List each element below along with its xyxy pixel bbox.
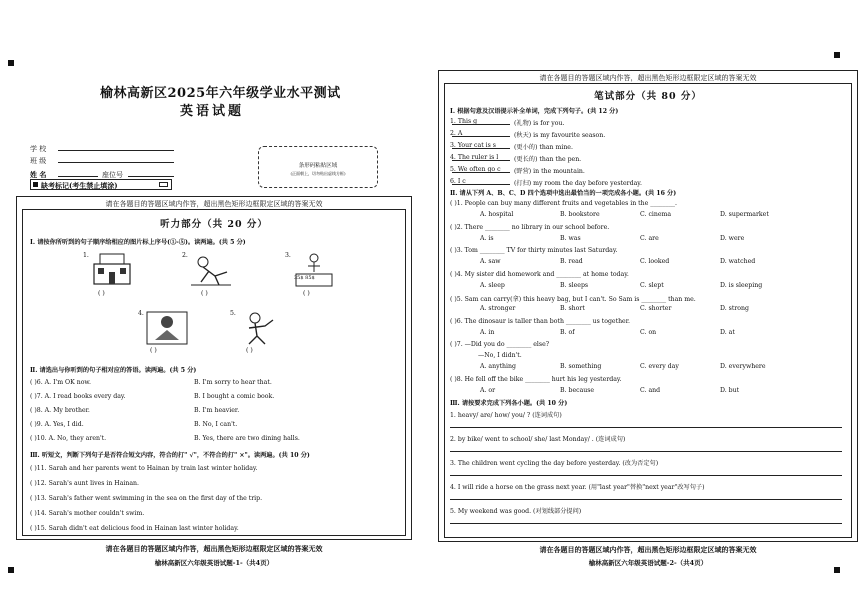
- mc-option[interactable]: A. is: [480, 234, 494, 242]
- answer-bracket[interactable]: ( ): [201, 290, 208, 297]
- mc-option[interactable]: D. at: [720, 328, 735, 336]
- rewrite-question-1: 1. heavy/ are/ how/ you/ ? (连词成句): [450, 412, 562, 419]
- answer-line[interactable]: [450, 451, 842, 452]
- fill-answer-blank[interactable]: [452, 166, 510, 173]
- question-7-option-b: B. I bought a comic book.: [194, 393, 275, 400]
- mc-option[interactable]: C. are: [640, 234, 659, 242]
- answer-banner-top: 请在各题目的答题区域内作答，超出黑色矩形边框限定区域的答案无效: [539, 74, 757, 82]
- corner-mark: [8, 567, 14, 573]
- mc-option[interactable]: B. short: [560, 305, 585, 312]
- mc-option[interactable]: A. anything: [480, 363, 516, 370]
- mc-option[interactable]: A. sleep: [480, 281, 505, 289]
- name-label: 姓 名: [30, 170, 47, 179]
- mc-option[interactable]: B. something: [560, 363, 602, 370]
- seat-field[interactable]: [128, 169, 174, 177]
- barcode-title: 条形码粘贴区域: [298, 163, 338, 169]
- mc-option[interactable]: C. and: [640, 386, 661, 394]
- mc-option[interactable]: C. cinema: [640, 211, 672, 218]
- mc-question-1: ( )1. People can buy many different fruits and vegetables in the ________.: [450, 200, 677, 207]
- mc-question-5: ( )5. Sam can carry(拿) this heavy bag, but I can't. So Sam is ________ than me.: [450, 296, 696, 303]
- answer-bracket[interactable]: ( ): [303, 290, 310, 297]
- scale-price-label: 35$ 85$: [294, 275, 315, 281]
- girl-reading-picture: [145, 310, 189, 346]
- question-9: ( )9. A. Yes, I did.: [30, 421, 84, 428]
- mc-option[interactable]: B. sleeps: [560, 281, 589, 289]
- mc-option[interactable]: A. hospital: [480, 211, 514, 218]
- mc-option[interactable]: C. every day: [640, 363, 679, 370]
- answer-bracket[interactable]: ( ): [98, 290, 105, 297]
- absent-checkbox[interactable]: [159, 182, 168, 187]
- exam-subtitle: 英语试题: [180, 104, 245, 119]
- pic-number: 1.: [83, 252, 89, 259]
- fill-answer-blank[interactable]: [452, 178, 510, 185]
- absent-mark-label: 缺考标记(考生禁止填涂): [41, 181, 118, 190]
- fill-question-hint: (更长的) than the pen.: [514, 156, 582, 163]
- question-8: ( )8. A. My brother.: [30, 407, 90, 414]
- fill-question-hint: (野营) in the mountain.: [514, 168, 585, 175]
- mc-option[interactable]: B. bookstore: [560, 211, 600, 218]
- answer-line[interactable]: [450, 427, 842, 428]
- fill-answer-blank[interactable]: [452, 142, 510, 149]
- question-10-option-b: B. Yes, there are two dining halls.: [194, 435, 300, 442]
- answer-banner-bottom: 请在各题目的答题区域内作答，超出黑色矩形边框限定区域的答案无效: [539, 545, 757, 554]
- mc-option[interactable]: C. on: [640, 328, 657, 336]
- rewrite-question-3: 3. The children went cycling the day before yesterday. (改为否定句): [450, 460, 659, 467]
- corner-mark: [834, 52, 840, 58]
- mc-option[interactable]: D. supermarket: [720, 211, 769, 218]
- pic-number: 4.: [138, 310, 144, 317]
- fill-question-hint: (礼物) is for you.: [514, 120, 565, 127]
- mc-option[interactable]: C. looked: [640, 258, 670, 265]
- answer-line[interactable]: [450, 499, 842, 500]
- rewrite-question-4: 4. I will ride a horse on the grass next year. (用"last year"替换"next year"改写句子): [450, 484, 705, 491]
- mc-option[interactable]: D. everywhere: [720, 363, 766, 370]
- mc-option[interactable]: A. in: [480, 328, 495, 336]
- mc-question-8: ( )8. He fell off the bike ________ hurt his leg yesterday.: [450, 375, 622, 383]
- fill-question-4: 4. The ruler is l: [450, 154, 499, 161]
- page-footer: 榆林高新区六年级英语试题-1-（共4页）: [154, 559, 274, 567]
- class-field[interactable]: [58, 155, 174, 163]
- exam-title: 榆林高新区2025年六年级学业水平测试: [100, 86, 341, 101]
- question-6: ( )6. A. I'm OK now.: [30, 379, 91, 386]
- answer-line[interactable]: [450, 523, 842, 524]
- absent-mark-box: [30, 179, 172, 190]
- mc-option[interactable]: B. read: [560, 258, 583, 265]
- pic-number: 5.: [230, 310, 236, 317]
- fill-question-5: 5. We often go c: [450, 166, 501, 173]
- question-12: ( )12. Sarah's aunt lives in Hainan.: [30, 480, 139, 487]
- mc-option[interactable]: B. of: [560, 328, 575, 336]
- mc-option[interactable]: C. slept: [640, 281, 664, 289]
- mc-option[interactable]: D. is sleeping: [720, 281, 763, 289]
- corner-mark: [834, 567, 840, 573]
- rewrite-question-5: 5. My weekend was good. (对划线部分提问): [450, 508, 582, 515]
- fill-question-hint: (打扫) my room the day before yesterday.: [514, 180, 642, 187]
- falling-boy-picture: [189, 252, 233, 288]
- scale-picture: [292, 252, 336, 288]
- mc-option[interactable]: B. because: [560, 386, 595, 394]
- pic-number: 2.: [182, 252, 188, 259]
- exam-page-2: [430, 0, 860, 609]
- mc-question-reply: —No, I didn't.: [478, 352, 522, 359]
- name-field[interactable]: [58, 169, 98, 177]
- answer-bracket[interactable]: ( ): [150, 347, 157, 354]
- question-14: ( )14. Sarah's mother couldn't swim.: [30, 510, 145, 517]
- fill-question-hint: (秋天) is my favourite season.: [514, 132, 606, 139]
- mc-option[interactable]: C. shorter: [640, 305, 672, 312]
- listening-part3-instruction: Ⅲ. 听短文，判断下列句子是否符合短文内容，符合的打" √"，不符合的打" ×"。读两遍。(共 10 分): [30, 452, 310, 459]
- rewrite-question-2: 2. by bike/ went to school/ she/ last Monday/ . (连词成句): [450, 436, 626, 443]
- sick-boy-picture: [237, 310, 281, 346]
- corner-mark: [8, 60, 14, 66]
- absent-mark-icon: [33, 182, 38, 187]
- mc-option[interactable]: A. stronger: [480, 305, 516, 312]
- written-part2-instruction: Ⅱ. 请从下列 A、B、C、D 四个选项中选出最恰当的一项完成各小题。(共 16 分): [450, 190, 677, 197]
- school-building-picture: [90, 252, 134, 288]
- fill-question-2: 2. A: [450, 130, 463, 137]
- answer-banner-bottom: 请在各题目的答题区域内作答，超出黑色矩形边框限定区域的答案无效: [105, 544, 323, 553]
- fill-question-3: 3. Your cat is s: [450, 142, 496, 149]
- class-label: 班 级: [30, 157, 47, 165]
- mc-question-2: ( )2. There ________ no library in our school before.: [450, 223, 610, 231]
- question-9-option-b: B. No, I can't.: [194, 421, 238, 428]
- barcode-area: [258, 146, 378, 188]
- fill-question-6: 6. I c: [450, 178, 466, 185]
- mc-question-3: ( )3. Tom ________ TV for thirty minutes last Saturday.: [450, 247, 618, 254]
- question-7: ( )7. A. I read books every day.: [30, 393, 126, 400]
- fill-answer-blank[interactable]: [452, 130, 510, 137]
- fill-question-1: 1. This g: [450, 118, 478, 125]
- question-13: ( )13. Sarah's father went swimming in the sea on the first day of the trip.: [30, 495, 263, 502]
- question-11: ( )11. Sarah and her parents went to Hainan by train last winter holiday.: [30, 465, 258, 472]
- seat-label: 座位号: [102, 171, 123, 179]
- mc-question-6: ( )6. The dinosaur is taller than both ________ us together.: [450, 317, 630, 325]
- mc-question-4: ( )4. My sister did homework and ________ at home today.: [450, 270, 629, 278]
- mc-option[interactable]: A. or: [480, 386, 496, 394]
- mc-option[interactable]: D. were: [720, 234, 745, 242]
- answer-banner-top: 请在各题目的答题区域内作答，超出黑色矩形边框限定区域的答案无效: [105, 200, 323, 208]
- school-label: 学 校: [30, 145, 47, 153]
- school-field[interactable]: [58, 143, 174, 151]
- pic-number: 3.: [285, 252, 291, 259]
- listening-title: 听力部分（共 20 分）: [160, 219, 268, 230]
- mc-option[interactable]: D. strong: [720, 305, 749, 312]
- mc-option[interactable]: D. but: [720, 386, 740, 394]
- answer-line[interactable]: [450, 475, 842, 476]
- question-6-option-b: B. I'm sorry to hear that.: [194, 379, 272, 386]
- mc-option[interactable]: D. watched: [720, 258, 756, 265]
- page-footer: 榆林高新区六年级英语试题-2-（共4页）: [588, 559, 708, 567]
- question-15: ( )15. Sarah didn't eat delicious food in Hainan last winter holiday.: [30, 525, 239, 532]
- question-8-option-b: B. I'm heavier.: [194, 407, 240, 414]
- listening-part2-instruction: Ⅱ. 请选出与你听到的句子相对应的答语。读两遍。(共 5 分): [30, 367, 197, 374]
- written-title: 笔试部分（共 80 分）: [594, 91, 702, 102]
- question-10: ( )10. A. No, they aren't.: [30, 435, 107, 442]
- mc-option[interactable]: B. was: [560, 234, 581, 242]
- answer-bracket[interactable]: ( ): [246, 347, 253, 354]
- fill-answer-blank[interactable]: [452, 154, 510, 161]
- mc-question-7: ( )7. —Did you do ________ else?: [450, 341, 550, 348]
- fill-question-hint: (更小的) than mine.: [514, 144, 573, 151]
- listening-part1-instruction: Ⅰ. 请按你所听到的句子顺序给相应的图片标上序号(①-⑤)。读两遍。(共 5 分): [30, 239, 246, 246]
- written-part3-instruction: Ⅲ. 请按要求完成下列各小题。(共 10 分): [450, 400, 568, 407]
- mc-option[interactable]: A. saw: [480, 258, 501, 265]
- written-part1-instruction: Ⅰ. 根据句意及汉语提示补全单词，完成下列句子。(共 12 分): [450, 108, 619, 115]
- barcode-note: (正面朝上，切勿贴出虚线方框): [290, 171, 346, 176]
- fill-answer-blank[interactable]: [452, 118, 510, 125]
